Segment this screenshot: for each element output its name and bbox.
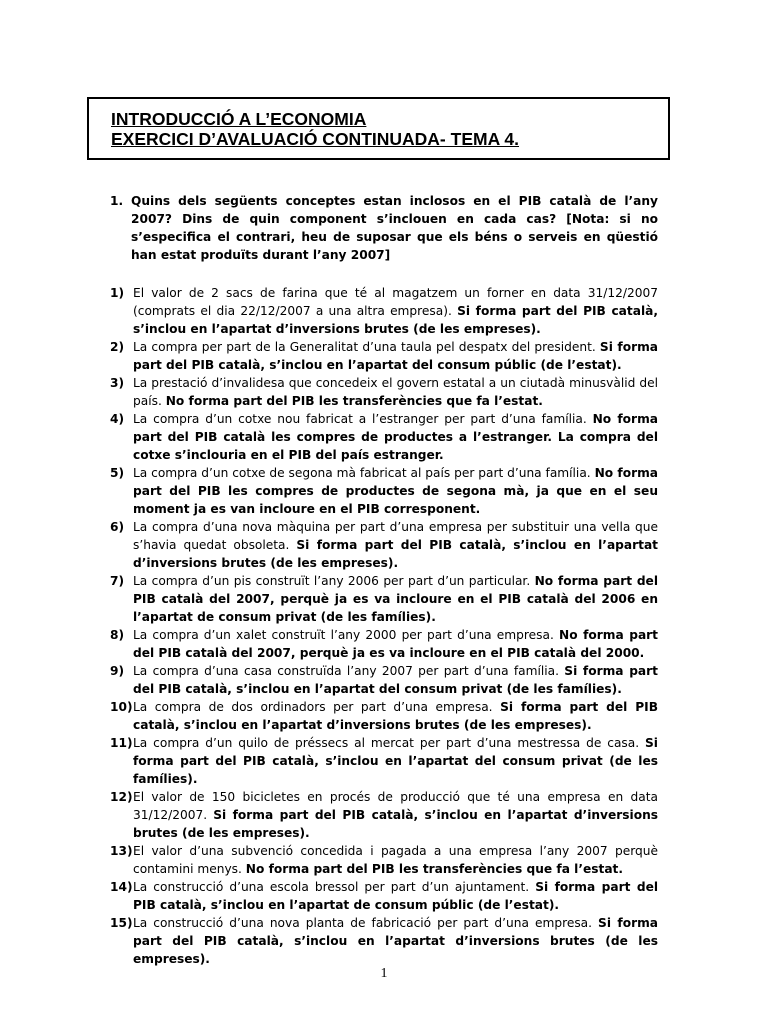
- item-answer: No forma part del PIB català les compres de productes a l’estranger. La compra del cotxe s’inclouria en el PIB del país estranger.: [133, 412, 658, 462]
- item-body: [133, 914, 658, 968]
- item-number: 9): [110, 664, 125, 678]
- question-number: 1.: [110, 194, 124, 208]
- item-number: 5): [110, 466, 125, 480]
- item-number: 15): [110, 916, 133, 930]
- list-item: [110, 464, 658, 518]
- item-answer: No forma part del PIB català del 2007, perquè ja es va incloure en el PIB català del 2000.: [133, 628, 659, 660]
- item-number: 11): [110, 736, 133, 750]
- item-text: El valor d’una subvenció concedida i pagada a una empresa l’any 2007 perquè contamini menys.: [133, 844, 658, 876]
- page-number: 1: [380, 966, 388, 981]
- list-item: [110, 788, 658, 842]
- item-body: [133, 464, 658, 518]
- list-item: [110, 374, 658, 410]
- answer-list: [110, 284, 658, 968]
- item-answer: Si forma part del PIB català, s’inclou en l’apartat del consum privat (de les famílies).: [133, 736, 658, 786]
- item-answer: Si forma part del PIB català, s’inclou en l’apartat d’inversions brutes (de les empreses).: [133, 808, 658, 840]
- list-item: [110, 734, 658, 788]
- item-answer: Si forma part del PIB català, s’inclou en l’apartat d’inversions brutes (de les empreses).: [133, 538, 658, 570]
- item-text: La compra per part de la Generalitat d’una taula pel despatx del president.: [133, 340, 596, 354]
- item-text: La compra d’un xalet construït l’any 2000 per part d’una empresa.: [133, 628, 554, 642]
- question-text: Quins dels següents conceptes estan inclosos en el PIB català de l’any 2007? Dins de quin component s’inclouen en cada cas? [Nota: si no s’especifica el contrari, heu de suposar que els béns o serveis en qüestió han estat produïts durant l’any 2007]: [131, 194, 658, 262]
- item-answer: No forma part del PIB català del 2007, perquè ja es va incloure en el PIB català del 2006 en l’apartat de consum privat (de les famílies).: [133, 574, 658, 624]
- item-answer: Si forma part del PIB català, s’inclou en l’apartat d’inversions brutes (de les empreses).: [133, 916, 658, 966]
- item-text: La compra d’un cotxe nou fabricat a l’estranger per part d’una família.: [133, 412, 587, 426]
- list-item: [110, 518, 658, 572]
- item-text: La prestació d’invalidesa que concedeix el govern estatal a un ciutadà minusvàlid del país.: [133, 376, 658, 408]
- list-item: [110, 284, 658, 338]
- item-text: La construcció d’una escola bressol per part d’un ajuntament.: [133, 880, 530, 894]
- list-item: [110, 662, 658, 698]
- item-number: 8): [110, 628, 125, 642]
- item-text: La compra d’un cotxe de segona mà fabricat al país per part d’una família.: [133, 466, 591, 480]
- item-number: 10): [110, 700, 133, 714]
- item-body: [133, 284, 658, 338]
- item-body: [133, 878, 658, 914]
- item-number: 2): [110, 340, 125, 354]
- item-text: La compra d’un quilo de préssecs al mercat per part d’una mestressa de casa.: [133, 736, 640, 750]
- item-answer: Si forma part del PIB català, s’inclou en l’apartat del consum privat (de les famílies).: [133, 664, 658, 696]
- question-block: [110, 192, 658, 264]
- list-item: [110, 842, 658, 878]
- item-body: [133, 788, 658, 842]
- item-body: [133, 698, 658, 734]
- item-text: La compra d’una nova màquina per part d’una empresa per substituir una vella que s’havia quedat obsoleta.: [133, 520, 658, 552]
- list-item: [110, 338, 658, 374]
- item-number: 14): [110, 880, 133, 894]
- item-body: [133, 734, 658, 788]
- item-number: 13): [110, 844, 133, 858]
- item-body: [133, 626, 658, 662]
- item-answer: No forma part del PIB les compres de productes de segona mà, ja que en el seu moment ja es van incloure en el PIB corresponent.: [133, 466, 658, 516]
- item-text: La construcció d’una nova planta de fabricació per part d’una empresa.: [133, 916, 593, 930]
- item-text: La compra de dos ordinadors per part d’una empresa.: [133, 700, 493, 714]
- item-text: El valor de 2 sacs de farina que té al magatzem un forner en data 31/12/2007 (comprats el dia 22/12/2007 a una altra empresa).: [133, 286, 658, 318]
- list-item: [110, 698, 658, 734]
- list-item: [110, 410, 658, 464]
- item-number: 12): [110, 790, 133, 804]
- list-item: [110, 572, 658, 626]
- list-item: [110, 878, 658, 914]
- item-number: 1): [110, 286, 125, 300]
- item-body: [133, 662, 658, 698]
- item-answer: Si forma part del PIB català, s’inclou en l’apartat del consum públic (de l’estat).: [133, 340, 659, 372]
- item-number: 3): [110, 376, 125, 390]
- item-text: El valor de 150 bicicletes en procés de producció que té una empresa en data 31/12/2007.: [133, 790, 658, 822]
- item-number: 7): [110, 574, 125, 588]
- item-body: [133, 410, 658, 464]
- title-box: [87, 97, 670, 160]
- item-answer: Si forma part del PIB català, s’inclou en l’apartat d’inversions brutes (de les empreses).: [133, 304, 658, 336]
- item-body: [133, 572, 658, 626]
- course-title: INTRODUCCIÓ A L’ECONOMIA: [111, 109, 367, 129]
- item-body: [133, 842, 658, 878]
- item-body: [133, 374, 658, 410]
- item-answer: No forma part del PIB les transferències que fa l’estat.: [245, 862, 624, 876]
- list-item: [110, 626, 658, 662]
- item-text: La compra d’un pis construït l’any 2006 per part d’un particular.: [133, 574, 531, 588]
- item-number: 6): [110, 520, 125, 534]
- item-answer: Si forma part del PIB català, s’inclou en l’apartat de consum públic (de l’estat).: [133, 880, 659, 912]
- exercise-title: EXERCICI D’AVALUACIÓ CONTINUADA- TEMA 4.: [111, 129, 520, 149]
- list-item: [110, 914, 658, 968]
- item-answer: No forma part del PIB les transferències que fa l’estat.: [165, 394, 543, 408]
- item-text: La compra d’una casa construïda l’any 2007 per part d’una família.: [133, 664, 559, 678]
- item-number: 4): [110, 412, 125, 426]
- item-body: [133, 338, 658, 374]
- item-body: [133, 518, 658, 572]
- item-answer: Si forma part del PIB català, s’inclou en l’apartat d’inversions brutes (de les empreses).: [133, 700, 659, 732]
